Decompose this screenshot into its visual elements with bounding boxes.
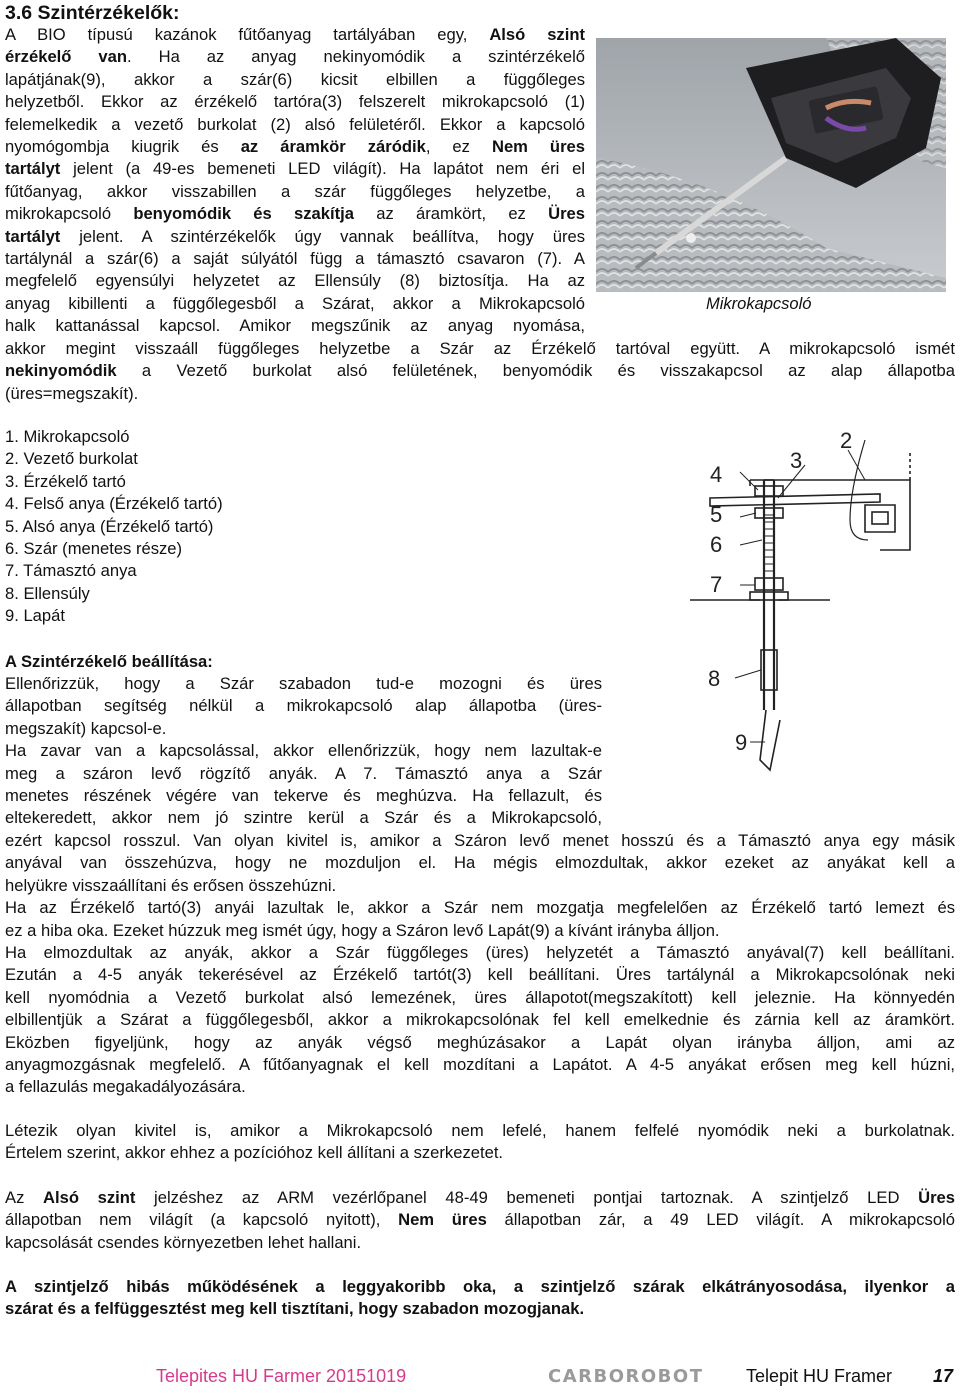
text-run: helyükre visszaállítani és erősen összehúzni. [5, 875, 337, 895]
text-run: Ha az Érzékelő tartó(3) anyái lazultak le, akkor a Szár nem mozgatja megfelelően az Érzékelő tartó lemezt és [5, 898, 955, 918]
text-run: megfelelő egyensúlyi helyzetet az Ellensúly (8) biztosítja. Ha az [5, 271, 585, 291]
bold-run: szárat és a felfüggesztést meg kell tisztítani, hogy szabadon mozogjanak. [5, 1299, 585, 1319]
bold-run: Alsó szint [489, 25, 585, 44]
text-run: eltekeredett, akkor nem jó szintre kerül a Szár és a Mikrokapcsoló, [5, 808, 602, 828]
diagram-label-7: 7 [710, 572, 723, 597]
text-run: A BIO típusú kazánok fűtőanyag tartályában egy, [5, 25, 490, 44]
text-run: nyomógombja kiugrik és [5, 137, 241, 157]
text-run: mikrokapcsoló [5, 204, 134, 224]
bold-run: Üres [918, 1188, 955, 1207]
text-line [5, 1009, 955, 1031]
text-run: helyzetből. Ekkor az érzékelő tartóra(3) felszerelt mikrokapcsoló (1) [5, 92, 585, 112]
text-line [5, 270, 585, 292]
parts-list-item: 9. Lapát [5, 606, 65, 626]
microswitch-photo [596, 38, 946, 292]
text-line [5, 1232, 955, 1254]
section-title: 3.6 Szintérzékelők: [5, 2, 180, 24]
diagram-label-2: 2 [840, 428, 853, 453]
text-line [5, 293, 585, 315]
photo-caption: Mikrokapcsoló [706, 295, 812, 313]
text-run: ez a hiba oka. Ezeket húzzuk meg ismét úgy, hogy a Száron levő Lapát(9) a kívánt irányba álljon. [5, 920, 720, 940]
text-run: felemelkedik a vezető burkolat (2) alsó felületéről. Ekkor a kapcsoló [5, 114, 585, 134]
text-run: meg a száron levő rögzítő anyák. A 7. Támasztó anya a Szár [5, 763, 602, 783]
text-line [5, 46, 585, 68]
footer-logo: CARBOROBOT [548, 1366, 704, 1387]
text-run: jelent. A szintérzékelők úgy vannak beállítva, hogy üres [60, 226, 585, 246]
diagram-label-3: 3 [790, 448, 803, 473]
text-run: kell nyomódnia a Vezető burkolat alsó lemezének, üres állapotot(megszakított) kell jeleznie. Ha könnyedén [5, 987, 955, 1007]
text-line [5, 763, 602, 785]
diagram-label-9: 9 [735, 730, 748, 755]
text-line [5, 1032, 955, 1054]
text-run: ezért kapcsol rosszul. Van olyan kivitel is, amikor a Száron levő menet hosszú és a Támasztó anya egy másik [5, 831, 955, 850]
parts-list-item: 4. Felső anya (Érzékelő tartó) [5, 494, 223, 514]
text-line [5, 203, 585, 225]
text-run: az áramkört, ez [353, 204, 549, 224]
text-line [5, 942, 955, 964]
setup-paragraph-continued [5, 830, 955, 1099]
diagram-label-8: 8 [708, 666, 721, 691]
footer-title: Telepit HU Framer [746, 1366, 893, 1386]
text-run: Eközben figyeljünk, hogy az anyák végső meghúzásakor a Lapát olyan irányba álljon, ami az [5, 1032, 955, 1052]
text-run: Ellenőrizzük, hogy a Szár szabadon tud-e mozogni és üres [5, 674, 602, 693]
text-run: tartálynál a szár(6) a saját súlyától függ a támasztó csavaron (7). A [5, 249, 585, 269]
parts-list-item: 6. Szár (menetes része) [5, 538, 183, 558]
text-line [5, 136, 585, 158]
text-line [5, 181, 585, 203]
warning-paragraph [5, 1276, 955, 1321]
setup-paragraph [5, 673, 602, 830]
text-line [5, 695, 602, 717]
text-line [5, 226, 585, 248]
text-line [5, 718, 602, 740]
text-run: elbillentjük a Szárat a függőlegesből, akkor a mikrokapcsolónak fel kell emelkednie és zárnia kell az áramkört. [5, 1010, 955, 1030]
variant-paragraph [5, 1120, 955, 1165]
bold-run: tartályt [5, 159, 61, 179]
page-number: 17 [933, 1366, 954, 1386]
intro-paragraph-continued [5, 338, 955, 405]
text-line [5, 1076, 955, 1098]
text-line [5, 1298, 955, 1320]
text-run: menetes részének végére van tekerve és meghúzva. Ha fellazult, és [5, 786, 602, 806]
level-sensor-drawing [610, 420, 955, 820]
text-run: Ha zavar van a kapcsolással, akkor ellenőrizzük, hogy nem lazultak-e [5, 741, 602, 761]
text-run: jelzéshez az ARM vezérlőpanel 48-49 bemeneti pontjai tartoznak. A szintjelző LED [135, 1188, 919, 1207]
setup-title: A Szintérzékelő beállítása: [5, 652, 213, 671]
bold-run: érzékelő van [5, 47, 127, 67]
text-line [5, 852, 955, 874]
bold-run: az áramkör záródik [240, 137, 426, 157]
text-run: anyagmozgásnak megfelelő. A fűtőanyagnak el kell mozdítani a Lapátot. A 4-5 anyákat erősen meg kell húzni, [5, 1055, 955, 1075]
bold-run: A szintjelző hibás működésének a leggyakoribb oka, a szintjelző szárak elkátrányosodása, ilyenkor a [5, 1277, 955, 1296]
parts-list-item: 1. Mikrokapcsoló [5, 427, 130, 446]
diagram-label-5: 5 [710, 502, 723, 527]
text-line [5, 383, 955, 405]
text-run: Ezután a 4-5 anyák tekerésével az Érzékelő tartót(3) kell beállítani. Üres tartálynál a Mikrokapcsolónak neki [5, 965, 955, 985]
text-run: . Ha az anyag nekinyomódik a szintérzékelő [127, 47, 585, 67]
text-line [5, 785, 602, 807]
parts-list-item: 7. Támasztó anya [5, 561, 137, 581]
text-line [5, 920, 955, 942]
text-run: a Vezető burkolat alsó felületének, benyomódik és visszakapcsol az alap állapotba [116, 361, 955, 381]
text-run: jelent (a 49-es bemeneti LED világít). Ha lapátot nem éri el [60, 159, 585, 179]
text-line [5, 315, 585, 337]
text-line [5, 673, 602, 695]
bold-run: Nem üres [398, 1210, 487, 1230]
text-run: megszakít) kapcsol-e. [5, 718, 167, 738]
text-line [5, 360, 955, 382]
parts-list-item: 3. Érzékelő tartó [5, 471, 126, 491]
bold-run: nekinyomódik [5, 361, 117, 381]
text-line [5, 875, 955, 897]
text-run: halk kattanással kapcsol. Amikor megszűnik az anyag nyomása, [5, 316, 585, 336]
parts-list-item: 2. Vezető burkolat [5, 449, 138, 469]
text-line [5, 1209, 955, 1231]
parts-list [5, 426, 223, 628]
text-run: anyával van összehúzva, hogy ne mozduljon el. Ha mégis elmozdultak, akkor ezeket az anyákat kell a [5, 853, 955, 873]
text-run: anyag kibillenti a függőlegesből a Szárat, akkor a Mikrokapcsoló [5, 293, 585, 313]
text-run: (üres=megszakít). [5, 383, 139, 403]
text-run: fűtőanyag, akkor visszabillen a szár függőleges helyzetbe, a [5, 181, 585, 201]
text-line [5, 114, 585, 136]
text-line [5, 987, 955, 1009]
text-run: Ha elmozdultak az anyák, akkor a Szár függőleges (üres) helyzetét a Támasztó anyával(7) kell beállítani. [5, 943, 955, 963]
text-line [5, 897, 955, 919]
text-line [5, 69, 585, 91]
text-line [5, 1054, 955, 1076]
page-footer [0, 1362, 960, 1390]
text-run: Létezik olyan kivitel is, amikor a Mikrokapcsoló nem lefelé, hanem felfelé nyomódik neki a burkolatnak. [5, 1121, 955, 1140]
text-line [5, 964, 955, 986]
intro-paragraph [5, 24, 585, 338]
parts-list-item: 8. Ellensúly [5, 583, 90, 603]
text-run: állapotban segítség nélkül a mikrokapcsoló alap állapotba (üres- [5, 696, 602, 716]
text-run: a fellazulás megakadályozására. [5, 1077, 246, 1097]
text-run: kapcsolását csendes környezetben lehet hallani. [5, 1232, 362, 1252]
text-line [5, 1142, 955, 1164]
text-run: Értelem szerint, akkor ehhez a pozícióhoz kell állítani a szerkezetet. [5, 1143, 504, 1163]
footer-doc-id: Telepites HU Farmer 20151019 [156, 1366, 407, 1386]
text-line [5, 830, 955, 852]
microswitch-photo-image [596, 38, 946, 292]
text-line [5, 24, 585, 46]
text-line [5, 807, 602, 829]
bold-run: Alsó szint [43, 1188, 136, 1207]
bold-run: Nem üres [491, 137, 585, 157]
text-line [5, 1187, 955, 1209]
text-line [5, 91, 585, 113]
diagram-label-6: 6 [710, 532, 723, 557]
diagram-label-4: 4 [710, 462, 723, 487]
text-run: Az [5, 1188, 44, 1207]
arm-paragraph [5, 1187, 955, 1254]
level-sensor-diagram [610, 420, 955, 820]
text-line [5, 158, 585, 180]
bold-run: benyomódik és szakítja [133, 204, 354, 224]
text-line [5, 740, 602, 762]
text-run: akkor megint visszaáll függőleges helyzetbe a Szár az Érzékelő tartóval együtt. A mikrokapcsoló ismét [5, 339, 955, 358]
bold-run: tartályt [5, 226, 61, 246]
text-run: , ez [425, 137, 492, 157]
text-run: lapátjának(9), akkor a szár(6) kicsit elbillen a függőleges [5, 69, 585, 89]
parts-list-item: 5. Alsó anya (Érzékelő tartó) [5, 516, 214, 536]
text-line [5, 248, 585, 270]
text-run: állapotban zár, a 49 LED világít. A mikrokapcsoló [486, 1210, 955, 1230]
text-line [5, 338, 955, 360]
text-run: állapotban nem világít (a kapcsoló nyitott), [5, 1210, 399, 1230]
text-line [5, 1276, 955, 1298]
text-line [5, 1120, 955, 1142]
bold-run: Üres [548, 204, 585, 224]
